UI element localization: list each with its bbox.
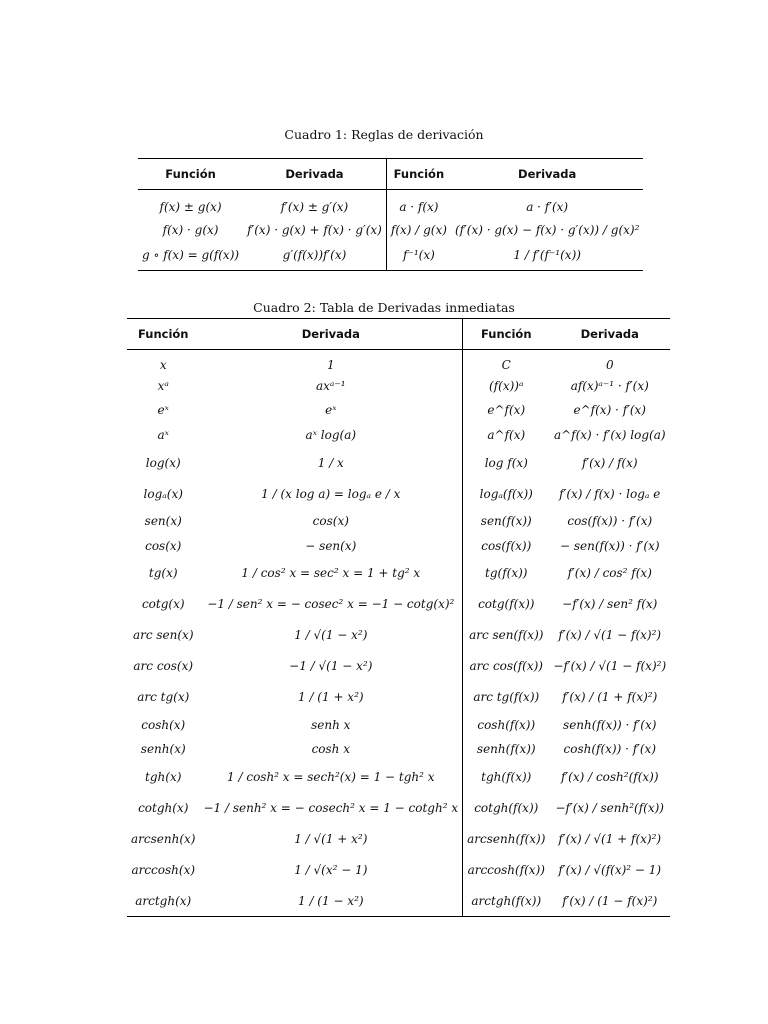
derivative-cell: 1 / √(1 + x²) — [294, 832, 368, 847]
table-row — [127, 447, 670, 478]
header-derivada: Derivada — [451, 159, 643, 190]
function-cell: a^f(x) — [463, 423, 550, 447]
cuadro1-caption: Cuadro 1: Reglas de derivación — [284, 127, 484, 142]
derivative-cell: −f′(x) / √(1 − f(x)²) — [553, 659, 667, 674]
derivative-cell: e^f(x) · f′(x) — [573, 403, 646, 418]
function-cell: sen(x) — [144, 514, 182, 529]
function-cell: cotg(x) — [141, 597, 185, 612]
function-cell: arc sen(x) — [132, 628, 194, 643]
table-row — [127, 398, 670, 422]
table-row — [127, 509, 670, 533]
derivative-cell: − sen(x) — [305, 538, 357, 553]
table-row — [127, 350, 670, 374]
function-cell: logₐ(f(x)) — [463, 478, 550, 509]
table-header-row — [138, 159, 643, 190]
derivative-cell: 1 / cos² x = sec² x = 1 + tg² x — [241, 566, 421, 581]
derivative-cell: cosh x — [311, 742, 350, 757]
function-cell: log f(x) — [463, 447, 550, 478]
derivative-cell: f′(x) / (1 − f(x)²) — [562, 893, 658, 908]
function-cell: g ∘ f(x) = g(f(x)) — [142, 248, 240, 263]
function-cell: arctgh(x) — [135, 893, 192, 908]
function-cell: arc cos(f(x)) — [463, 651, 550, 682]
table-row — [127, 713, 670, 737]
table-row — [127, 762, 670, 793]
table-row — [127, 374, 670, 398]
function-cell: cosh(x) — [141, 718, 186, 733]
function-cell: f⁻¹(x) — [386, 244, 451, 271]
table-header-row — [127, 319, 670, 350]
derivative-cell: 0 — [605, 357, 614, 372]
function-cell: f(x) / g(x) — [386, 217, 451, 244]
derivative-cell: −f′(x) / sen² f(x) — [562, 597, 658, 612]
derivative-cell: a · f′(x) — [526, 200, 569, 215]
table-row — [138, 244, 643, 271]
table-row — [127, 558, 670, 589]
header-funcion: Función — [138, 159, 243, 190]
derivative-cell: g′(f(x))f′(x) — [282, 248, 347, 263]
derivative-cell: 1 — [326, 357, 335, 372]
function-cell: tgh(f(x)) — [463, 762, 550, 793]
header-derivada: Derivada — [199, 319, 462, 350]
function-cell: arcsenh(x) — [131, 832, 196, 847]
function-cell: arc cos(x) — [133, 659, 194, 674]
function-cell: a · f(x) — [386, 190, 451, 217]
header-funcion: Función — [386, 159, 451, 190]
function-cell: (f(x))ᵃ — [463, 374, 550, 398]
derivative-cell: cos(f(x)) · f′(x) — [567, 514, 653, 529]
function-cell: arccosh(f(x)) — [463, 855, 550, 886]
function-cell: log(x) — [145, 455, 181, 470]
derivative-cell: cosh(f(x)) · f′(x) — [563, 742, 657, 757]
function-cell: cotg(f(x)) — [463, 589, 550, 620]
table-row — [138, 190, 643, 217]
table-row — [127, 682, 670, 713]
derivative-cell: −1 / sen² x = − cosec² x = −1 − cotg(x)² — [207, 597, 455, 612]
function-cell: cosh(f(x)) — [463, 713, 550, 737]
header-derivada: Derivada — [243, 159, 386, 190]
function-cell: eˣ — [157, 403, 169, 418]
table-row — [127, 793, 670, 824]
derivative-cell: cos(x) — [312, 514, 349, 529]
derivative-cell: 1 / (x log a) = logₐ e / x — [261, 486, 401, 501]
derivative-cell: senh x — [311, 718, 351, 733]
table-row — [127, 423, 670, 447]
derivative-cell: − sen(f(x)) · f′(x) — [559, 538, 660, 553]
function-cell: cos(f(x)) — [463, 533, 550, 557]
derivative-cell: f′(x) / f(x) · logₐ e — [559, 486, 661, 501]
function-cell: sen(f(x)) — [463, 509, 550, 533]
table-row — [127, 855, 670, 886]
derivative-cell: senh(f(x)) · f′(x) — [563, 718, 657, 733]
function-cell: tg(f(x)) — [463, 558, 550, 589]
derivative-cell: f′(x) · g(x) + f(x) · g′(x) — [247, 223, 382, 237]
cuadro2-caption: Cuadro 2: Tabla de Derivadas inmediatas — [253, 300, 515, 315]
table-row — [127, 533, 670, 557]
derivative-cell: f′(x) / cos² f(x) — [567, 566, 652, 581]
function-cell: arcsenh(f(x)) — [463, 824, 550, 855]
function-cell: senh(x) — [140, 742, 186, 757]
derivative-cell: f′(x) ± g′(x) — [280, 200, 349, 215]
derivative-cell: af(x)ᵃ⁻¹ · f′(x) — [570, 379, 649, 394]
derivative-cell: f′(x) / √(1 + f(x)²) — [558, 832, 662, 847]
function-cell: arccosh(x) — [131, 863, 196, 878]
table-row — [127, 620, 670, 651]
function-cell: C — [463, 350, 550, 374]
derivative-cell: 1 / cosh² x = sech²(x) = 1 − tgh² x — [227, 770, 435, 785]
table-row — [127, 737, 670, 761]
function-cell: cos(x) — [145, 538, 182, 553]
table-row — [127, 478, 670, 509]
function-cell: arctgh(f(x)) — [463, 886, 550, 917]
derivation-rules-table — [138, 158, 643, 271]
header-funcion: Función — [463, 319, 550, 350]
derivative-cell: f′(x) / √(1 − f(x)²) — [558, 628, 662, 643]
function-cell: arc sen(f(x)) — [463, 620, 550, 651]
derivative-cell: −1 / senh² x = − cosech² x = 1 − cotgh² x — [203, 801, 459, 816]
derivative-cell: −f′(x) / senh²(f(x)) — [555, 801, 664, 816]
function-cell: logₐ(x) — [143, 486, 183, 501]
derivative-cell: a^f(x) · f′(x) log(a) — [553, 427, 666, 442]
derivative-cell: eˣ — [325, 403, 337, 418]
function-cell: cotgh(x) — [138, 801, 189, 816]
table-row — [127, 651, 670, 682]
function-cell: e^f(x) — [463, 398, 550, 422]
table-row — [127, 589, 670, 620]
derivative-cell: aˣ log(a) — [305, 427, 357, 442]
function-cell: arc tg(x) — [137, 690, 190, 705]
function-cell: tgh(x) — [145, 770, 182, 785]
derivative-cell: 1 / (1 − x²) — [298, 893, 364, 908]
function-cell: tg(x) — [148, 566, 178, 581]
function-cell: xᵃ — [157, 379, 169, 394]
derivative-cell: f′(x) / f(x) — [581, 455, 638, 470]
derivative-cell: axᵃ⁻¹ — [316, 379, 346, 394]
function-cell: f(x) ± g(x) — [159, 200, 222, 215]
function-cell: cotgh(f(x)) — [463, 793, 550, 824]
function-cell: senh(f(x)) — [463, 737, 550, 761]
derivative-cell: 1 / x — [317, 455, 344, 470]
function-cell: aˣ — [157, 427, 169, 442]
table-row — [127, 886, 670, 917]
function-cell: x — [159, 357, 167, 372]
function-cell: arc tg(f(x)) — [463, 682, 550, 713]
function-cell: f(x) · g(x) — [162, 223, 219, 237]
header-derivada: Derivada — [549, 319, 670, 350]
derivative-cell: f′(x) / cosh²(f(x)) — [560, 770, 659, 785]
derivative-cell: f′(x) / √(f(x)² − 1) — [558, 863, 662, 878]
derivative-cell: f′(x) / (1 + f(x)²) — [562, 690, 658, 705]
header-funcion: Función — [127, 319, 199, 350]
derivative-cell: (f′(x) · g(x) − f(x) · g′(x)) / g(x)² — [454, 223, 640, 237]
derivative-cell: 1 / √(x² − 1) — [294, 863, 368, 878]
derivative-cell: 1 / f′(f⁻¹(x)) — [513, 248, 581, 263]
derivative-cell: −1 / √(1 − x²) — [289, 659, 373, 674]
immediate-derivatives-table — [127, 318, 670, 917]
derivative-cell: 1 / √(1 − x²) — [294, 628, 368, 643]
table-row — [138, 217, 643, 244]
table-row — [127, 824, 670, 855]
derivative-cell: 1 / (1 + x²) — [298, 690, 364, 705]
